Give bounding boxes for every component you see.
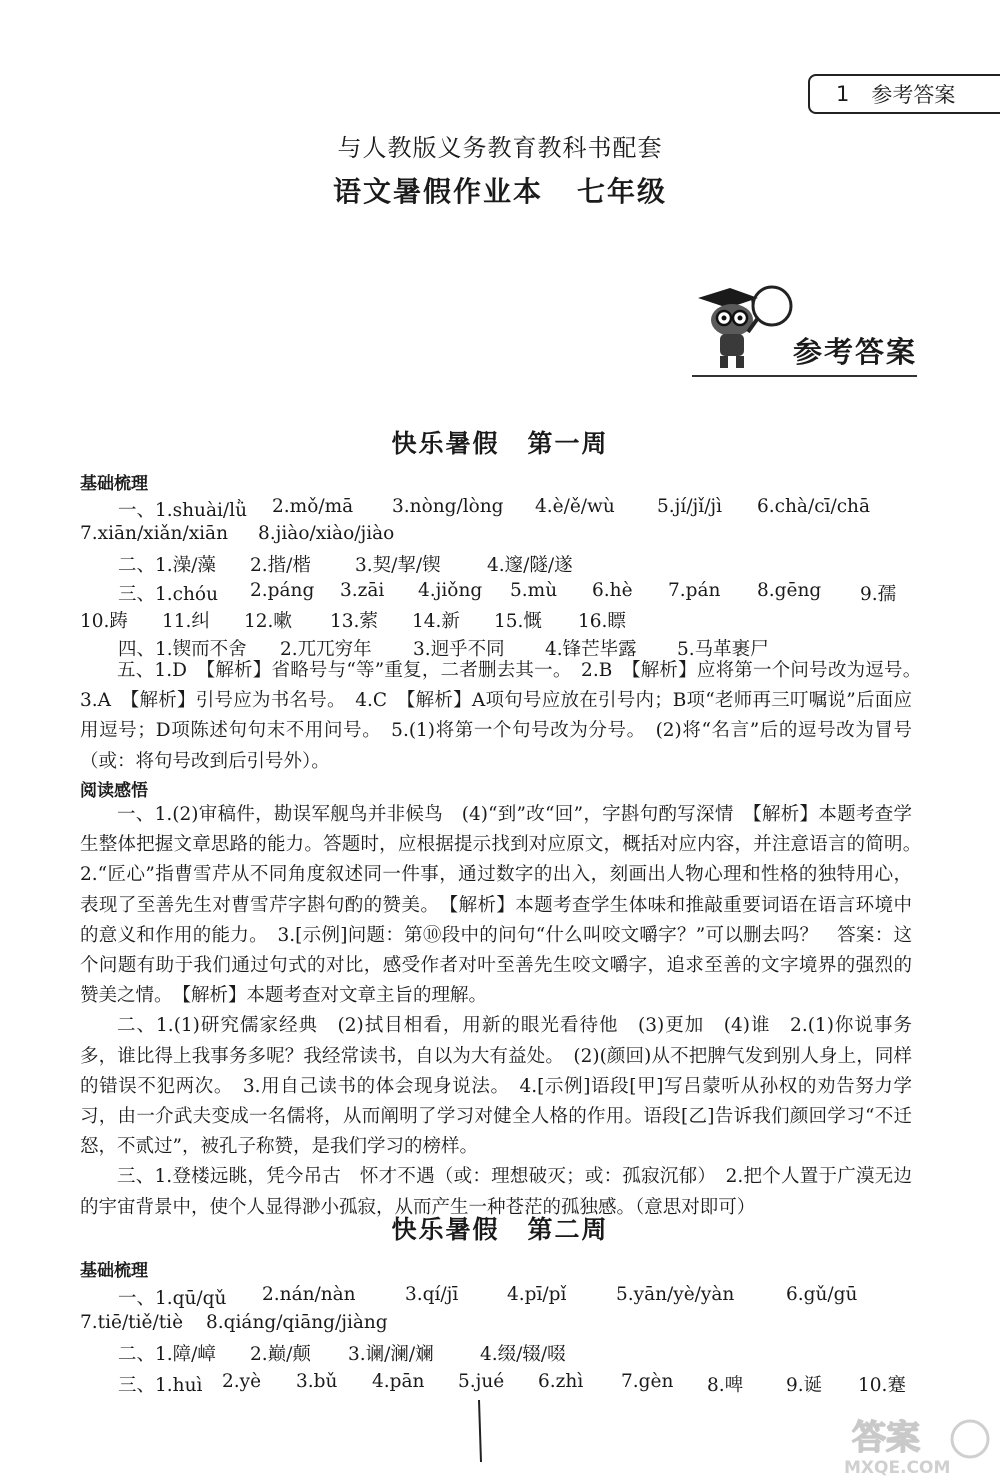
answer-paragraph: 三、1.登楼远眺，凭今吊古 怀才不遇（或：理想破灭；或：孤寂沉郁） 2.把个人置于广漠无边的宇宙背景中，使个人显得渺小孤寂，从而产生一种苍茫的孤独感。（意思对即可）	[80, 1166, 912, 1218]
answer-item: 一、1.qū/qǔ	[118, 1288, 227, 1309]
answer-item: 10.踌	[80, 611, 128, 632]
scholar-mascot-icon	[690, 278, 800, 373]
answer-item: 9.诞	[786, 1375, 823, 1396]
answer-item: 16.瞟	[578, 611, 626, 632]
answer-item: 7.gèn	[621, 1371, 674, 1392]
answer-paragraph: 一、1.(2)审稿件，勘误军舰鸟并非候鸟 (4)“到”改“回”，字斟句酌写深情 【解析】本题考查学生整体把握文章思路的能力。答题时，应根据提示找到对应原文，概括对应内容，并注意语言的简明。 2.“匠心”指曹雪芹从不同角度叙述同一件事，通过数字的出入，刻画出人物心理和性格的独特用心，表现了至善先生对曹雪芹字斟句酌的赞美。 【解析】本题考查学生体味和推敲重要词语在语言环境中的意义和作用的能力。 3.[示例]问题：第⑩段中的问句“什么叫咬文嚼字？”可以删去吗？ 答案：这个问题有助于我们通过句式的对比，感受作者对叶至善先生咬文嚼字，追求至善的文字境界的强烈的赞美之情。 【解析】本题考查对文章主旨的理解。	[80, 804, 931, 1007]
answer-item: 2.nán/nàn	[262, 1284, 356, 1305]
answer-item: 2.兀兀穷年	[280, 639, 372, 660]
grade-label: 七年级	[577, 175, 668, 208]
answer-item: 5.马革裹尸	[677, 639, 769, 660]
week1-basic-label: 基础梳理	[80, 474, 148, 494]
book-subtitle: 与人教版义务教育教科书配套	[337, 134, 663, 162]
answer-item: 4.pān	[372, 1371, 425, 1392]
answer-item: 3.谰/澜/斓	[348, 1344, 434, 1365]
answer-item: 二、1.障/嶂	[118, 1344, 216, 1365]
book-title-text: 语文暑假作业本	[332, 175, 543, 208]
page-number-tab	[808, 74, 1000, 114]
answer-item: 8.啤	[707, 1375, 744, 1396]
answer-item: 4.jiǒng	[418, 580, 483, 601]
answer-item: 12.嗽	[244, 611, 292, 632]
answer-item: 6.hè	[592, 580, 633, 601]
answer-item: 5.jí/jǐ/jì	[657, 496, 723, 517]
week2-title-text: 快乐暑假	[391, 1215, 500, 1244]
answer-item: 4.锋芒毕露	[545, 639, 637, 660]
answer-item: 7.xiān/xiǎn/xiān	[80, 523, 228, 544]
book-title	[0, 170, 1000, 210]
answer-item: 7.pán	[668, 580, 721, 601]
answer-item: 四、1.锲而不舍	[118, 639, 247, 660]
answer-item: 4.pī/pǐ	[507, 1284, 567, 1305]
svg-text:答案: 答案	[852, 1418, 920, 1458]
answer-item: 5.yān/yè/yàn	[616, 1284, 735, 1305]
week1-number: 第一周	[527, 429, 609, 458]
week2-number: 第二周	[527, 1215, 609, 1244]
answer-item: 15.慨	[494, 611, 542, 632]
answer-item: 三、1.chóu	[118, 584, 218, 605]
watermark-icon	[838, 1415, 998, 1477]
answer-item: 3.迥乎不同	[413, 639, 505, 660]
answer-paragraph: 五、1.D 【解析】省略号与“等”重复，二者删去其一。 2.B 【解析】应将第一个问号改为逗号。 3.A 【解析】引号应为书名号。 4.C 【解析】A项句号应放在引号内；B项“老师再三叮嘱说”后面应用逗号；D项陈述句句末不用问号。 5.(1)将第一个句号改为分号。 (2)将“名言”后的逗号改为冒号（或：将句号改到后引号外）。	[80, 660, 931, 772]
week1-title	[0, 424, 1000, 460]
page-number: 1	[836, 82, 850, 106]
week1-title-text: 快乐暑假	[391, 429, 500, 458]
answer-paragraph: 二、1.(1)研究儒家经典 (2)拭目相看，用新的眼光看待他 (3)更加 (4)谁 2.(1)你说事务多，谁比得上我事务多呢？我经常读书，自以为大有益处。 (2)(颜回)从不把脾气发到别人身上，同样的错误不犯两次。 3.用自己读书的体会现身说法。 4.[示例]语段[甲]写吕蒙听从孙权的劝告努力学习，由一介武夫变成一名儒将，从而阐明了学习对健全人格的作用。语段[乙]告诉我们颜回学习“不迁怒，不贰过”，被孔子称赞，是我们学习的榜样。	[80, 1015, 912, 1158]
week1-reading-answers	[80, 800, 931, 1223]
answer-item: 5.jué	[458, 1371, 505, 1392]
week1-reading-label: 阅读感悟	[80, 781, 148, 801]
answers-badge-title: 参考答案	[793, 335, 918, 369]
answer-item: 11.纠	[162, 611, 210, 632]
svg-text:MXQE.COM: MXQE.COM	[844, 1458, 951, 1477]
answer-item: 6.zhì	[538, 1371, 584, 1392]
answer-item: 3.zāi	[340, 580, 385, 601]
week1-basic-q5	[80, 656, 931, 777]
answer-item: 三、1.huì	[118, 1375, 203, 1396]
answer-item: 2.yè	[222, 1371, 262, 1392]
answer-item: 4.邃/隧/遂	[487, 555, 573, 576]
week2-title	[0, 1210, 1000, 1246]
answer-item: 8.qiáng/qiāng/jiàng	[206, 1312, 388, 1333]
answer-item: 4.缀/辍/啜	[480, 1344, 566, 1365]
answer-item: 2.páng	[250, 580, 315, 601]
answer-item: 6.chà/cī/chā	[757, 496, 871, 517]
badge-divider	[692, 375, 917, 377]
answer-item: 二、1.澡/藻	[118, 555, 216, 576]
answer-item: 7.tiē/tiě/tiè	[80, 1312, 184, 1333]
page-divider-mark	[478, 1400, 482, 1462]
answer-item: 5.mù	[510, 580, 558, 601]
answer-item: 6.gǔ/gū	[786, 1284, 858, 1305]
answer-item: 3.qí/jī	[405, 1284, 459, 1305]
answer-item: 3.bǔ	[296, 1371, 338, 1392]
answer-item: 4.è/ě/wù	[535, 496, 615, 517]
answer-item: 9.孺	[860, 584, 897, 605]
answer-item: 2.揩/楷	[250, 555, 311, 576]
answer-item: 3.nòng/lòng	[392, 496, 504, 517]
page-tab-label: 参考答案	[871, 83, 956, 107]
answer-item: 一、1.shuài/lǜ	[118, 500, 247, 521]
answer-item: 13.萦	[330, 611, 378, 632]
answer-item: 2.巅/颠	[250, 1344, 311, 1365]
week2-basic-label: 基础梳理	[80, 1261, 148, 1281]
answer-item: 8.gēng	[757, 580, 822, 601]
answer-item: 14.新	[412, 611, 460, 632]
answer-item: 10.蹇	[858, 1375, 906, 1396]
answer-item: 8.jiào/xiào/jiào	[258, 523, 395, 544]
answer-item: 2.mǒ/mā	[272, 496, 354, 517]
answer-item: 3.契/挈/锲	[355, 555, 441, 576]
watermark-logo	[838, 1415, 998, 1477]
